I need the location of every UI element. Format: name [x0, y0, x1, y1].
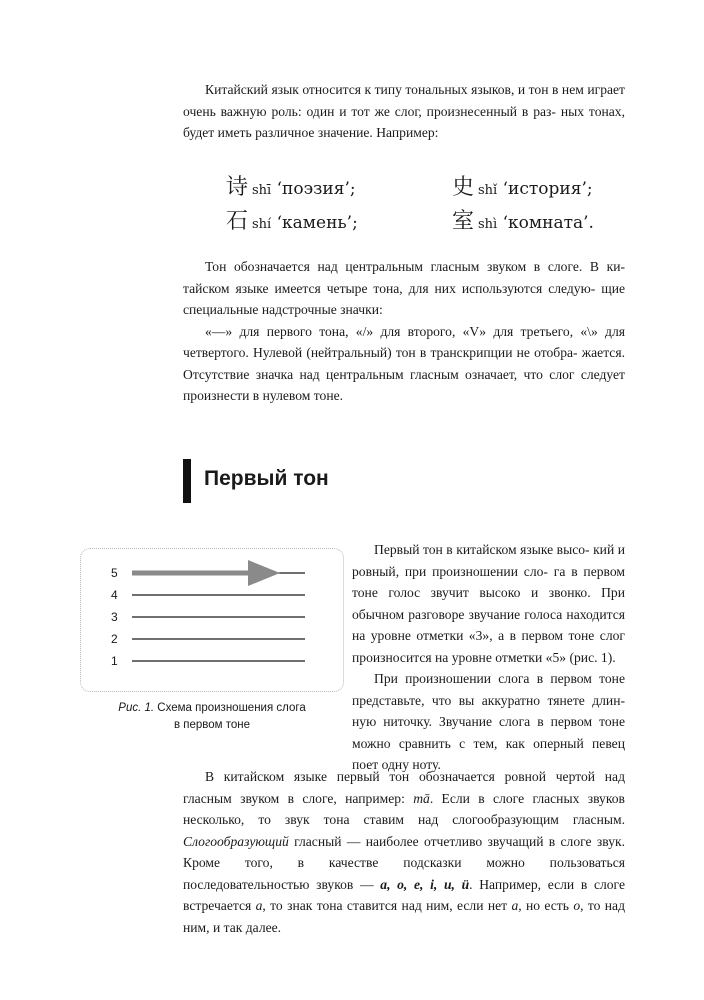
figure-caption [100, 700, 324, 734]
example-hanzi: 室 [452, 209, 475, 234]
final-text: . Если в слоге гласных звуков несколько, то звук тона ставим над слогообразующим гласным. [183, 790, 625, 827]
side-line: голоса находится на уровне отметки «3», [352, 606, 626, 643]
example-hanzi: 石 [226, 209, 249, 234]
example-poetry [226, 174, 356, 205]
side-line: кий и ровный, при произношении сло- [352, 542, 625, 579]
final-text: гласный — наиболее отчетливо звучащий в слоге звук. Кроме того, в качестве подсказки можно пользоваться последовательностью звуков — [183, 833, 625, 892]
final-text: В китайском языке первый тон обозначается ровной чертой над гласным звуком в слоге, например: [183, 769, 625, 806]
intro-paragraph [183, 79, 625, 144]
level-label-4: 4 [111, 588, 118, 602]
side-line: уровне отметки «5» (рис. 1). [451, 649, 616, 665]
figure-number: Рис. 1. [118, 702, 155, 714]
side-line: можно сравнить с тем, как оперный певец [352, 735, 625, 751]
side-line: ную ниточку. Звучание слога в первом тоне [352, 714, 625, 729]
final-letter: a [255, 898, 263, 913]
example-history [452, 174, 593, 205]
tone-paragraph [183, 256, 625, 407]
final-letter: a [511, 898, 519, 913]
intro-line: ных тонах, будет иметь различное значение. Например: [183, 103, 625, 140]
intro-line: Китайский язык относится к типу тональных языков, и тон в нем [205, 82, 584, 97]
example-pinyin: shǐ [478, 183, 498, 198]
level-label-3: 3 [111, 610, 118, 624]
example-meaning: ‘комната’. [502, 213, 594, 233]
final-vowels: a, o, e, i, u, ü [380, 876, 470, 892]
final-text: , но есть [518, 898, 574, 913]
side-paragraph [352, 539, 625, 776]
level-label-1: 1 [111, 654, 118, 668]
tone-line: «—» для первого тона, «/» для второго, «V» для третьего, «\» для [205, 323, 625, 339]
example-pinyin: shí [252, 217, 272, 232]
section-title: Первый тон [204, 467, 329, 490]
level-label-5: 5 [111, 566, 118, 580]
example-meaning: ‘история’; [502, 179, 593, 199]
heading-bar [183, 459, 191, 503]
tone-line: четвертого. Нулевой (нейтральный) тон в транскрипции не отобра- [183, 345, 578, 360]
level-label-2: 2 [111, 632, 118, 646]
final-letter: o [573, 898, 581, 913]
side-line: Первый тон в китайском языке высо- [374, 542, 590, 557]
final-paragraph [183, 766, 625, 938]
example-pinyin: shī [252, 183, 272, 198]
example-meaning: ‘камень’; [276, 213, 358, 233]
tone-line: щие специальные надстрочные значки: [183, 280, 626, 317]
final-text: , то над ним, и так далее. [183, 898, 625, 935]
tone-diagram [80, 548, 344, 692]
figure-caption-text-2: в первом тоне [173, 719, 251, 731]
example-meaning: ‘поэзия’; [276, 179, 356, 199]
final-term: Слогообразующий [183, 833, 289, 849]
side-line: звонко. При обычном разговоре звучание [352, 585, 625, 622]
final-example: mā [413, 790, 430, 806]
side-line: га в первом тоне голос звучит высоко и [352, 563, 625, 600]
figure-caption-text: Схема произношения слога [157, 702, 306, 714]
example-room [452, 208, 594, 239]
side-line: При произношении слога в первом тоне [374, 671, 625, 686]
side-line: представьте, что вы аккуратно тянете длин- [352, 692, 625, 708]
example-hanzi: 诗 [226, 175, 249, 200]
final-text: . Например, если в слоге встречается [183, 876, 625, 913]
tone-line: тайском языке имеется четыре тона, для них используются следую- [183, 280, 596, 296]
side-line: поет одну ноту. [352, 757, 441, 772]
intro-line: играет очень важную роль: один и тот же слог, произнесенный в раз- [183, 82, 625, 119]
tone-arrowhead [248, 560, 280, 586]
example-pinyin: shì [478, 217, 498, 232]
side-line: а в первом тоне слог произносится на [352, 628, 625, 665]
tone-line: Тон обозначается над центральным гласным звуком в слоге. В ки- [205, 259, 625, 274]
final-text: , то знак тона ставится над ним, если нет [262, 898, 512, 913]
tone-line: слог следует произнести в нулевом тоне. [183, 366, 625, 403]
tone-line: жается. Отсутствие значка над центральным гласным означает, что [183, 345, 625, 382]
example-hanzi: 史 [452, 175, 475, 200]
example-stone [226, 208, 358, 239]
